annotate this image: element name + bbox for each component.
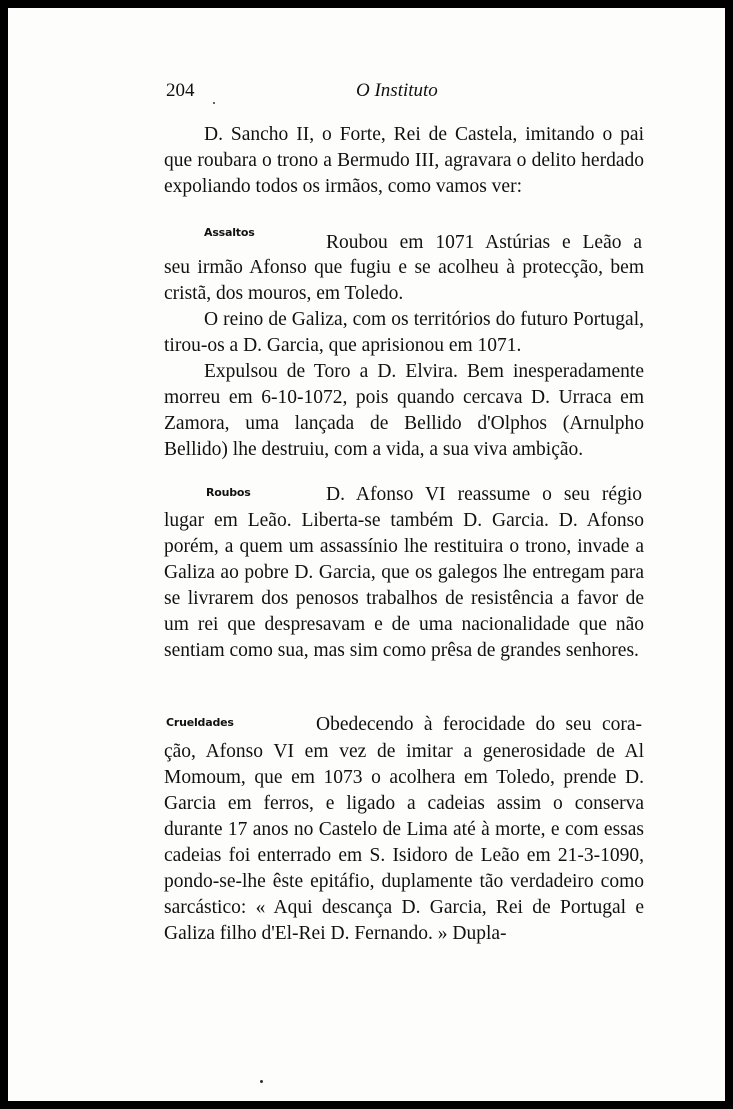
- crueldades-paragraph: ção, Afonso VI em vez de imitar a generosidade de Al Momoum, que em 1073 o acolhera em Toledo, prende D. Garcia em ferros, e ligado a cadeias assim o conserva durante 17 anos no Castelo de Lima até à morte, e com essas cadeias foi enterrado em S. Isidoro de Leão em 21-3-1090, pondo-se-lhe êste epitáfio, duplamente tão verdadeiro como sarcástico: « Aqui descança D. Garcia, Rei de Portugal e Galiza filho d'El-Rei D. Fernando. » Dupla-: [164, 741, 644, 944]
- roubos-paragraph: lugar em Leão. Liberta-se também D. Garcia. D. Afonso porém, a quem um assassínio lhe restituira o trono, invade a Galiza ao pobre D. Garcia, que os galegos lhe entregam para se livrarem dos penosos trabalhos de resistência a favor de um rei que despresavam e de uma nacionalidade que não sentiam como sua, mas sim como prêsa de grandes senhores.: [164, 510, 644, 661]
- print-speck: [213, 102, 215, 104]
- crueldades-block: [164, 739, 644, 947]
- print-speck: [260, 1080, 263, 1083]
- running-title: O Instituto: [356, 80, 438, 101]
- roubos-first-line: D. Afonso VI reassume o seu régio: [326, 484, 642, 505]
- assaltos-paragraph-2: O reino de Galiza, com os territórios do futuro Portugal, tirou-os a D. Garcia, que aprisionou em 1071.: [164, 309, 644, 356]
- roubos-block: [164, 508, 644, 664]
- assaltos-paragraph-1: seu irmão Afonso que fugiu e se acolheu à protecção, bem cristã, dos mouros, em Toledo.: [164, 257, 644, 304]
- side-label-assaltos: Assaltos: [204, 226, 255, 239]
- intro-block: [164, 122, 644, 200]
- crueldades-first-line: Obedecendo à ferocidade do seu cora-: [316, 714, 642, 735]
- book-page: [8, 8, 725, 1101]
- page-header: [166, 80, 646, 110]
- assaltos-first-line: Roubou em 1071 Astúrias e Leão a: [326, 232, 642, 253]
- side-label-roubos: Roubos: [206, 486, 251, 499]
- side-label-crueldades: Crueldades: [166, 716, 234, 729]
- intro-paragraph: D. Sancho II, o Forte, Rei de Castela, imitando o pai que roubara o trono a Bermudo III, agravara o delito herdado expoliando todos os irmãos, como vamos ver:: [164, 124, 644, 197]
- assaltos-paragraph-3: Expulsou de Toro a D. Elvira. Bem inesperadamente morreu em 6-10-1072, pois quando cercava D. Urraca em Zamora, uma lançada de Bellido d'Olphos (Arnulpho Bellido) lhe destruiu, com a vida, a sua viva ambição.: [164, 361, 644, 460]
- assaltos-block: [164, 255, 644, 463]
- page-number: 204: [166, 80, 195, 101]
